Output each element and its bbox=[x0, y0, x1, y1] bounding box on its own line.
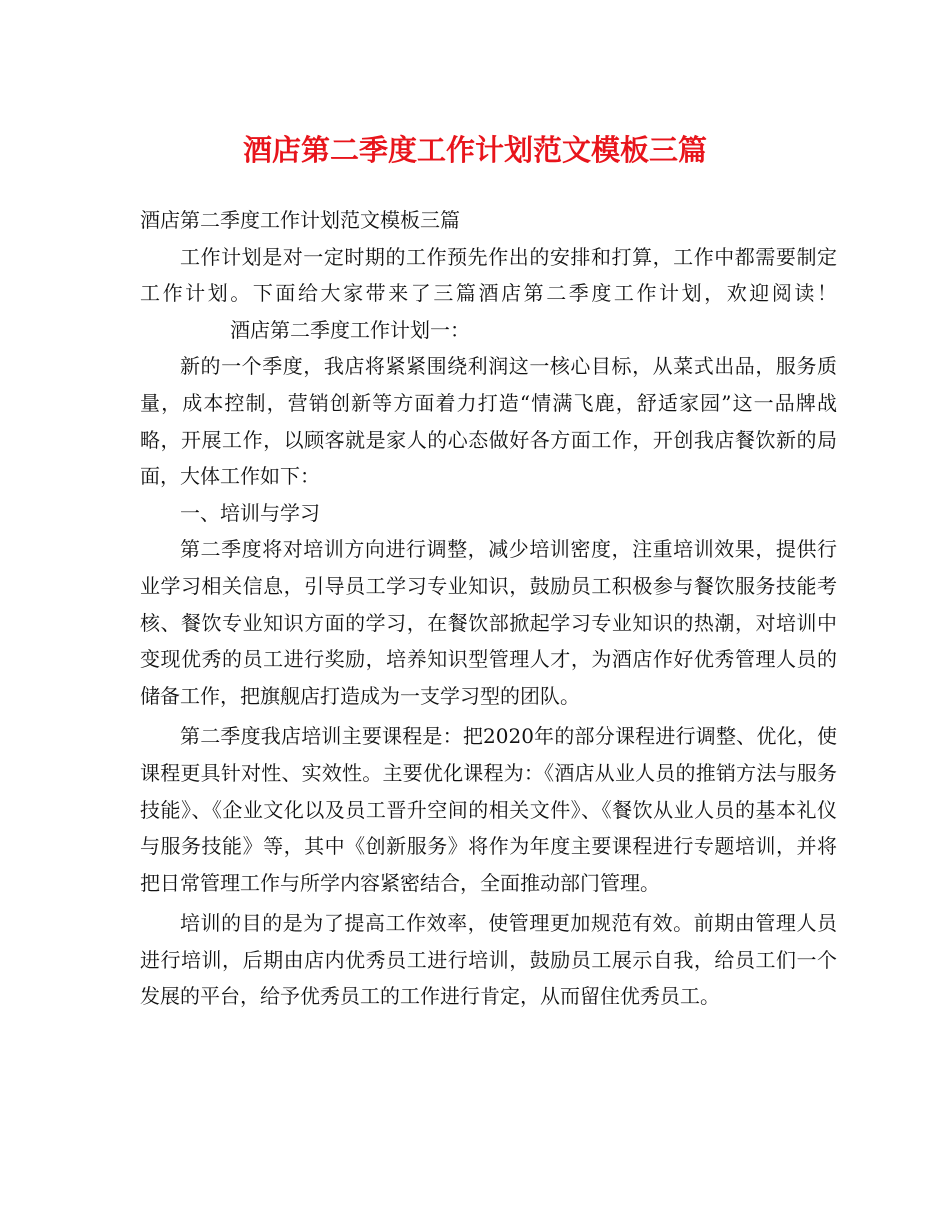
paragraph: 新的一个季度，我店将紧紧围绕利润这一核心目标，从菜式出品，服务质量，成本控制，营销创新等方面着力打造“情满飞鹿，舒适家园”这一品牌战略，开展工作，以顾客就是家人的心态做好各方面工作，开创我店餐饮新的局面，大体工作如下： bbox=[140, 354, 837, 489]
document-subtitle: 酒店第二季度工作计划范文模板三篇 bbox=[140, 208, 460, 232]
paragraph: 培训的目的是为了提高工作效率，使管理更加规范有效。前期由管理人员进行培训，后期由店内优秀员工进行培训，鼓励员工展示自我，给员工们一个发展的平台，给予优秀员工的工作进行肯定，从而留住优秀员工。 bbox=[140, 911, 837, 1009]
paragraph: 第二季度我店培训主要课程是：把2020年的部分课程进行调整、优化，使课程更具针对性、实效性。主要优化课程为：《酒店从业人员的推销方法与服务技能》、《企业文化以及员工晋升空间的相关文件》、《餐饮从业人员的基本礼仪与服务技能》等，其中《创新服务》将作为年度主要课程进行专题培训，并将把日常管理工作与所学内容紧密结合，全面推动部门管理。 bbox=[140, 724, 837, 895]
intro-text: 工作计划是对一定时期的工作预先作出的安排和打算，工作中都需要制定工作计划。下面给大家带来了三篇酒店第二季度工作计划，欢迎阅读！ bbox=[140, 244, 837, 306]
paragraph: 第二季度将对培训方向进行调整，减少培训密度，注重培训效果，提供行业学习相关信息，引导员工学习专业知识，鼓励员工积极参与餐饮服务技能考核、餐饮专业知识方面的学习，在餐饮部掀起学习专业知识的热潮，对培训中变现优秀的员工进行奖励，培养知识型管理人才，为酒店作好优秀管理人员的储备工作，把旗舰店打造成为一支学习型的团队。 bbox=[140, 537, 837, 708]
section-heading: 一、培训与学习 bbox=[180, 500, 320, 525]
intro-paragraph bbox=[140, 239, 837, 349]
document-body bbox=[140, 202, 837, 1015]
section-heading-one: 酒店第二季度工作计划一： bbox=[230, 317, 470, 342]
document-title: 酒店第二季度工作计划范文模板三篇 bbox=[242, 133, 707, 167]
